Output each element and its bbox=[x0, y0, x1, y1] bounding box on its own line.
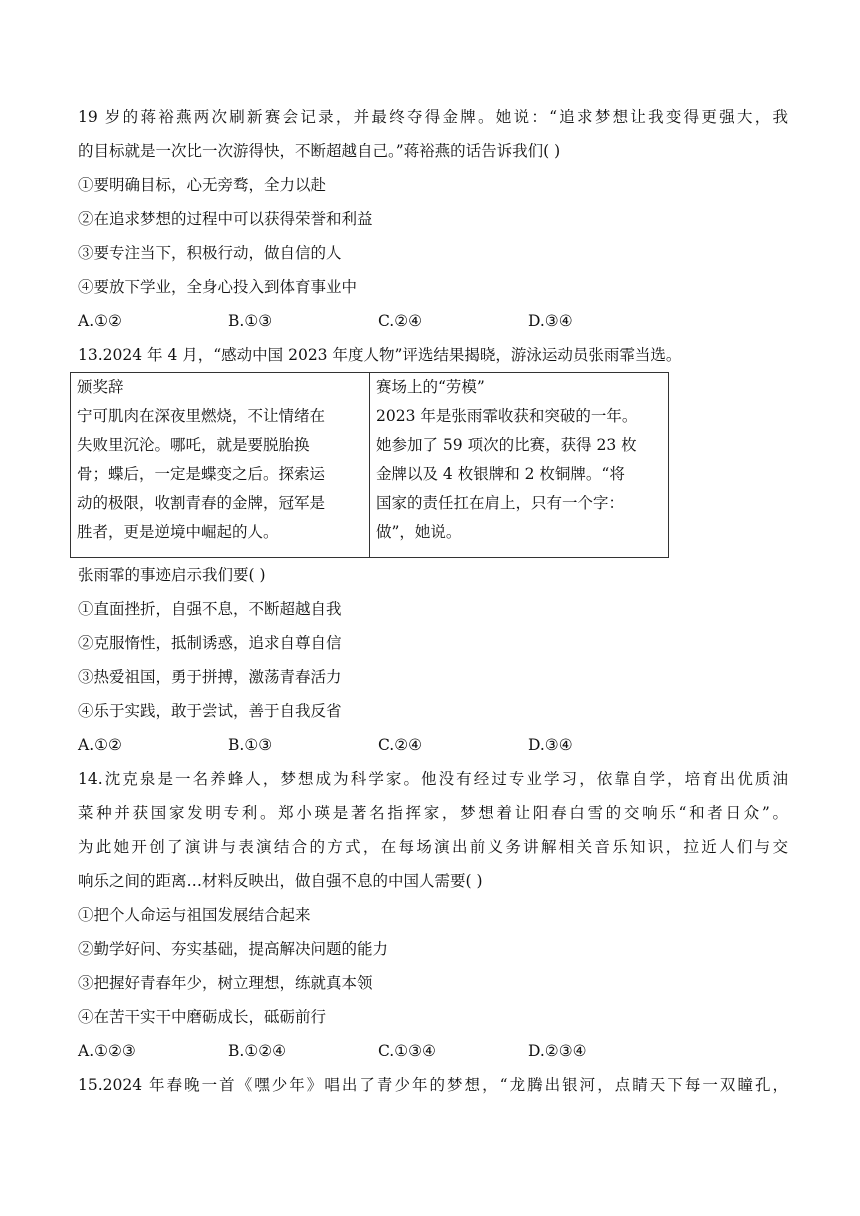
question-stem-line: 19 岁的蒋裕燕两次刷新赛会记录，并最终夺得金牌。她说：“追求梦想让我变得更强大，我 bbox=[78, 108, 788, 126]
question-13 bbox=[78, 338, 788, 762]
option-b: B.①②④ bbox=[228, 1042, 287, 1060]
model-worker-line: 金牌以及 4 枚银牌和 2 枚铜牌。“将 bbox=[376, 465, 625, 483]
statement-item: ②在追求梦想的过程中可以获得荣誉和利益 bbox=[78, 210, 373, 228]
option-a: A.①② bbox=[78, 736, 122, 754]
material-table bbox=[70, 372, 669, 558]
option-a: A.①② bbox=[78, 312, 122, 330]
question-prompt: 张雨霏的事迹启示我们要( ) bbox=[78, 566, 266, 584]
question-14 bbox=[78, 762, 788, 1068]
statement-item: ①把个人命运与祖国发展结合起来 bbox=[78, 906, 311, 924]
option-b: B.①③ bbox=[228, 736, 273, 754]
statement-item: ④要放下学业，全身心投入到体育事业中 bbox=[78, 278, 358, 296]
award-speech-line: 失败里沉沦。哪吒，就是要脱胎换 bbox=[77, 436, 310, 454]
option-c: C.②④ bbox=[378, 312, 423, 330]
model-worker-line: 2023 年是张雨霏收获和突破的一年。 bbox=[376, 407, 638, 425]
answer-options bbox=[78, 304, 788, 338]
exam-page bbox=[78, 100, 788, 1102]
award-speech-line: 骨；蝶后，一定是蝶变之后。探索运 bbox=[77, 465, 326, 483]
question-15 bbox=[78, 1068, 788, 1102]
question-stem-line: 菜种并获国家发明专利。郑小瑛是著名指挥家，梦想着让阳春白雪的交响乐“和者日众”。 bbox=[78, 804, 788, 822]
award-speech-line: 宁可肌肉在深夜里燃烧，不让情绪在 bbox=[77, 407, 326, 425]
statement-item: ①要明确目标，心无旁骛，全力以赴 bbox=[78, 176, 327, 194]
model-worker-title: 赛场上的“劳模” bbox=[376, 378, 485, 396]
question-stem-line: 响乐之间的距离…材料反映出，做自强不息的中国人需要( ) bbox=[78, 872, 483, 890]
question-stem-line: 为此她开创了演讲与表演结合的方式，在每场演出前义务讲解相关音乐知识，拉近人们与交 bbox=[78, 838, 788, 856]
statement-item: ④在苦干实干中磨砺成长，砥砺前行 bbox=[78, 1008, 327, 1026]
option-c: C.②④ bbox=[378, 736, 423, 754]
question-stem-line: 的目标就是一次比一次游得快，不断超越自己。”蒋裕燕的话告诉我们( ) bbox=[78, 142, 561, 160]
option-d: D.②③④ bbox=[528, 1042, 587, 1060]
option-d: D.③④ bbox=[528, 312, 573, 330]
option-a: A.①②③ bbox=[78, 1042, 136, 1060]
question-stem-line: 15.2024 年春晚一首《嘿少年》唱出了青少年的梦想，“龙腾出银河，点睛天下每一双瞳孔， bbox=[78, 1076, 788, 1094]
statement-item: ④乐于实践，敢于尝试，善于自我反省 bbox=[78, 702, 342, 720]
statement-item: ②勤学好问、夯实基础，提高解决问题的能力 bbox=[78, 940, 389, 958]
option-c: C.①③④ bbox=[378, 1042, 436, 1060]
award-speech-cell bbox=[71, 373, 370, 558]
award-speech-line: 动的极限，收割青春的金牌，冠军是 bbox=[77, 494, 326, 512]
award-speech-title: 颁奖辞 bbox=[77, 378, 124, 396]
statement-item: ②克服惰性，抵制诱惑，追求自尊自信 bbox=[78, 634, 342, 652]
answer-options bbox=[78, 728, 788, 762]
model-worker-cell bbox=[370, 373, 669, 558]
question-12 bbox=[78, 100, 788, 338]
answer-options bbox=[78, 1034, 788, 1068]
option-d: D.③④ bbox=[528, 736, 573, 754]
statement-item: ③要专注当下，积极行动，做自信的人 bbox=[78, 244, 342, 262]
model-worker-line: 做”，她说。 bbox=[376, 523, 462, 541]
statement-item: ③把握好青春年少，树立理想，练就真本领 bbox=[78, 974, 373, 992]
statement-item: ①直面挫折，自强不息，不断超越自我 bbox=[78, 600, 342, 618]
model-worker-line: 国家的责任扛在肩上，只有一个字： bbox=[376, 494, 625, 512]
question-stem-line: 13.2024 年 4 月，“感动中国 2023 年度人物”评选结果揭晓，游泳运动员张雨霏当选。 bbox=[78, 346, 682, 364]
model-worker-line: 她参加了 59 项次的比赛，获得 23 枚 bbox=[376, 436, 637, 454]
option-b: B.①③ bbox=[228, 312, 273, 330]
award-speech-line: 胜者，更是逆境中崛起的人。 bbox=[77, 523, 279, 541]
statement-item: ③热爱祖国，勇于拼搏，激荡青春活力 bbox=[78, 668, 342, 686]
question-stem-line: 14.沈克泉是一名养蜂人，梦想成为科学家。他没有经过专业学习，依靠自学，培育出优质油 bbox=[78, 770, 788, 788]
